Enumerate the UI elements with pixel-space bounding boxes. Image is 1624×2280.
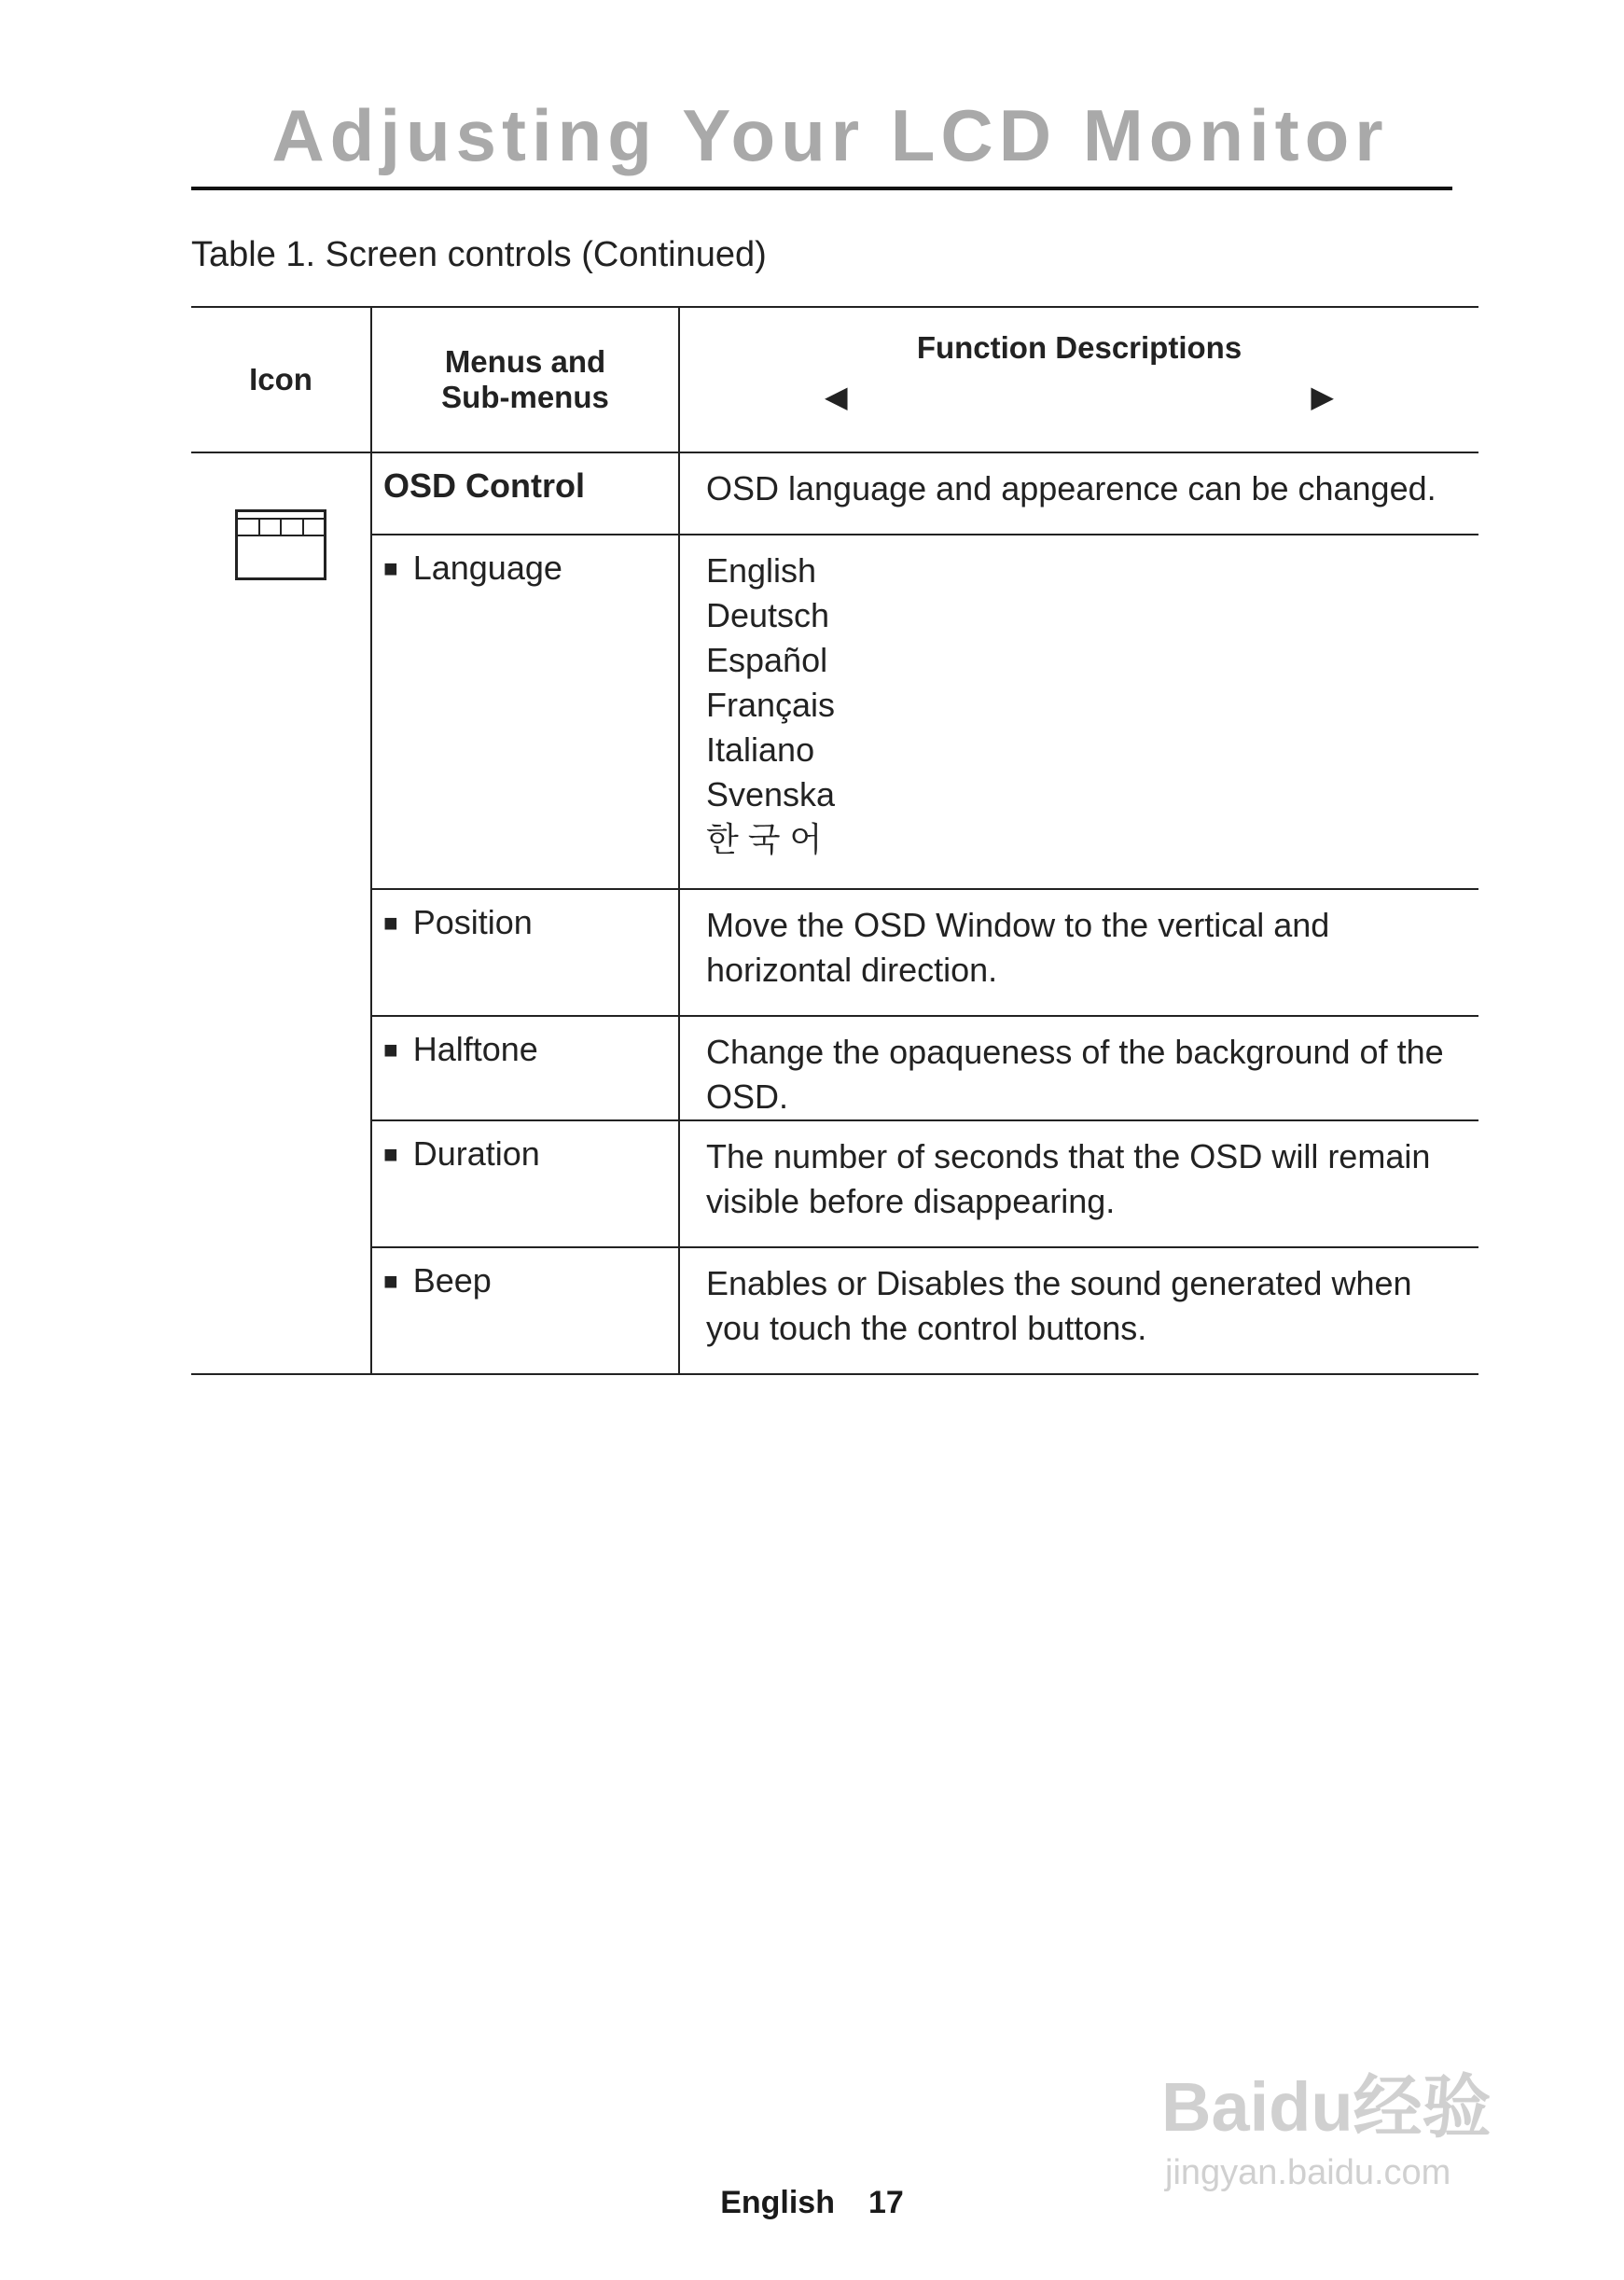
- title-divider: [191, 187, 1452, 190]
- language-option: English: [706, 551, 817, 590]
- table-header-row: [191, 307, 1478, 452]
- header-menus-line2: Sub-menus: [441, 380, 609, 414]
- table-row: [191, 1120, 1478, 1247]
- submenu-halftone: [371, 1016, 679, 1120]
- language-option: Español: [706, 641, 828, 679]
- bullet-icon: ■: [383, 1036, 398, 1064]
- submenu-description: Change the opaqueness of the background of the OSD.: [679, 1016, 1478, 1120]
- watermark-url: jingyan.baidu.com: [1165, 2153, 1451, 2192]
- osd-window-icon: [235, 509, 326, 580]
- section-label: OSD Control: [371, 452, 679, 535]
- bullet-icon: ■: [383, 554, 398, 582]
- submenu-position: [371, 889, 679, 1016]
- table-row: [191, 535, 1478, 889]
- header-menus-line1: Menus and: [444, 344, 606, 379]
- submenu-language: [371, 535, 679, 889]
- submenu-label: Duration: [412, 1134, 540, 1173]
- language-option: Français: [706, 686, 836, 724]
- screen-controls-table: [191, 306, 1478, 1375]
- submenu-description: Move the OSD Window to the vertical and horizontal direction.: [679, 889, 1478, 1016]
- table-row: [191, 889, 1478, 1016]
- arrow-right-icon: ▶: [1311, 380, 1334, 413]
- header-function-label: Function Descriptions: [916, 330, 1242, 365]
- header-menus: [371, 307, 679, 452]
- language-list: [679, 535, 1478, 889]
- language-option: Svenska: [706, 775, 836, 813]
- section-description: OSD language and appearence can be changed.: [679, 452, 1478, 535]
- icon-cell: [191, 452, 371, 1374]
- table-caption: Table 1. Screen controls (Continued): [191, 235, 767, 274]
- submenu-duration: [371, 1120, 679, 1247]
- table-row: [191, 1016, 1478, 1120]
- baidu-watermark: [1161, 2052, 1492, 2193]
- watermark-brand: Baidu经验: [1161, 2068, 1492, 2146]
- language-option: Deutsch: [706, 596, 830, 634]
- page-footer: [0, 2185, 1624, 2221]
- footer-language: English: [720, 2185, 835, 2220]
- submenu-label: Language: [412, 549, 562, 587]
- submenu-label: Position: [412, 903, 533, 941]
- submenu-beep: [371, 1247, 679, 1374]
- table-row: [191, 1247, 1478, 1374]
- page-title: Adjusting Your LCD Monitor: [271, 94, 1389, 176]
- submenu-description: Enables or Disables the sound generated when you touch the control buttons.: [679, 1247, 1478, 1374]
- arrow-left-icon: ◀: [825, 380, 848, 413]
- submenu-label: Beep: [412, 1261, 492, 1300]
- language-option: Italiano: [706, 730, 815, 769]
- submenu-label: Halftone: [412, 1030, 538, 1068]
- page-number: 17: [868, 2185, 904, 2220]
- bullet-icon: ■: [383, 1267, 398, 1295]
- header-function: [679, 307, 1478, 452]
- bullet-icon: ■: [383, 1140, 398, 1168]
- header-arrows: [825, 379, 1334, 416]
- submenu-description: The number of seconds that the OSD will remain visible before disappearing.: [679, 1120, 1478, 1247]
- language-option: 한 국 어: [706, 820, 823, 858]
- table-row-osd-control: [191, 452, 1478, 535]
- bullet-icon: ■: [383, 909, 398, 937]
- header-icon: Icon: [191, 307, 371, 452]
